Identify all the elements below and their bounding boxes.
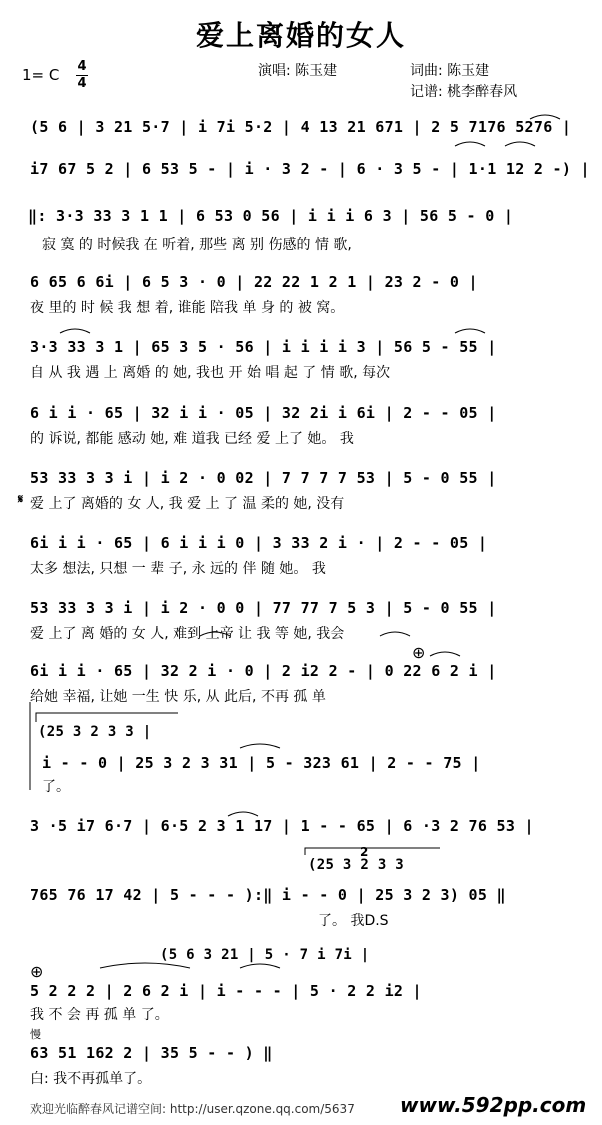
intro-bracket-2: (25 3 2 3 3 xyxy=(308,857,405,873)
lyric-row-15: 白: 我不再孤单了。 xyxy=(30,1071,152,1087)
lyric-row-11: 了。 xyxy=(42,779,70,795)
notation-row-5: 3·3 33 3 1 | 65 3 5 · 56 | i i i i 3 | 56 5 - 55 | xyxy=(30,338,497,356)
key-signature: 1= C xyxy=(22,66,60,84)
coda-sign-top: ⊕ xyxy=(412,643,426,662)
notation-row-10: 6i i i · 65 | 32 2 i · 0 | 2 i2 2 - | 0 22 6 2 i | xyxy=(30,662,497,680)
time-numerator: 4 xyxy=(77,59,87,74)
tempo-mark: 慢 xyxy=(30,1028,41,1041)
notation-row-3: ‖: 3·3 33 3 1 1 | 6 53 0 56 | i i i 6 3 | 56 5 - 0 | xyxy=(28,207,514,225)
notation-row-12: 3 ·5 i7 6·7 | 6·5 2 3 1 17 | 1 - - 65 | 6 ·3 2 76 53 | xyxy=(30,817,534,835)
notation-row-15: 63 51 162 2 | 35 5 - - ) ‖ xyxy=(30,1044,273,1062)
lyric-row-6: 的 诉说, 都能 感动 她, 难 道我 已经 爱 上了 她。 我 xyxy=(30,431,354,447)
lyric-row-5: 自 从 我 遇 上 离婚 的 她, 我也 开 始 唱 起 了 情 歌, 每次 xyxy=(30,365,391,381)
notation-row-13: 765 76 17 42 | 5 - - - ):‖ i - - 0 | 25 3 2 3) 05 ‖ xyxy=(30,886,506,904)
lyric-row-9: 爱 上了 离 婚的 女 人, 难到 上帝 让 我 等 她, 我会 xyxy=(30,626,345,642)
notation-row-11: i - - 0 | 25 3 2 3 31 | 5 - 323 61 | 2 - - 75 | xyxy=(42,754,481,772)
coda-sign-bottom: ⊕ xyxy=(30,962,44,981)
lyric-row-8: 太多 想法, 只想 一 辈 子, 永 远的 伴 随 她。 我 xyxy=(30,561,326,577)
notation-row-9: 53 33 3 3 i | i 2 · 0 0 | 77 77 7 5 3 | 5 - 0 55 | xyxy=(30,599,497,617)
lyric-row-13: 了。 我D.S xyxy=(318,913,389,929)
lyric-row-10: 给她 幸福, 让她 一生 快 乐, 从 此后, 不再 孤 单 xyxy=(30,689,326,705)
lyric-row-3: 寂 寞 的 时候我 在 听着, 那些 离 别 伤感的 情 歌, xyxy=(42,237,352,253)
song-title: 爱上离婚的女人 xyxy=(195,19,406,52)
website-watermark[interactable]: www.592pp.com xyxy=(400,1093,587,1117)
volta-number: 2 xyxy=(360,845,369,859)
intro-bracket-1: (25 3 2 3 3 | xyxy=(38,724,152,740)
time-denominator: 4 xyxy=(77,76,87,91)
lyric-row-4: 夜 里的 时 候 我 想 着, 谁能 陪我 单 身 的 被 窝。 xyxy=(30,300,345,316)
notation-row-6: 6 i i · 65 | 32 i i · 05 | 32 2i i 6i | 2 - - 05 | xyxy=(30,404,497,422)
notation-row-8: 6i i i · 65 | 6 i i i 0 | 3 33 2 i · | 2 - - 05 | xyxy=(30,534,488,552)
lyric-row-7: 爱 上了 离婚的 女 人, 我 爱 上 了 温 柔的 她, 没有 xyxy=(30,496,345,512)
notation-row-14: 5 2 2 2 | 2 6 2 i | i - - - | 5 · 2 2 i2 | xyxy=(30,982,422,1000)
composer-credit: 词曲: 陈玉建 xyxy=(410,63,490,79)
notation-row-4: 6 65 6 6i | 6 5 3 · 0 | 22 22 1 2 1 | 23 2 - 0 | xyxy=(30,273,478,291)
notation-row-2: i7 67 5 2 | 6 53 5 - | i · 3 2 - | 6 · 3 5 - | 1·1 12 2 -) | xyxy=(30,160,590,178)
singer-credit: 演唱: 陈玉建 xyxy=(258,63,338,79)
footer-text: 欢迎光临醉春风记谱空间: http://user.qzone.qq.com/5637 xyxy=(30,1102,355,1116)
notation-row-1: (5 6 | 3 21 5·7 | i 7i 5·2 | 4 13 21 671 | 2 5 7176 5276 | xyxy=(30,118,572,136)
notation-row-7: 53 33 3 3 i | i 2 · 0 02 | 7 7 7 7 53 | 5 - 0 55 | xyxy=(30,469,497,487)
segno-sign: 𝄋 xyxy=(18,492,24,506)
transcriber-credit: 记谱: 桃李醉春风 xyxy=(410,84,518,100)
coda-bracket-line: (5 6 3 21 | 5 · 7 i 7i | xyxy=(160,947,370,963)
lyric-row-14: 我 不 会 再 孤 单 了。 xyxy=(30,1007,169,1023)
